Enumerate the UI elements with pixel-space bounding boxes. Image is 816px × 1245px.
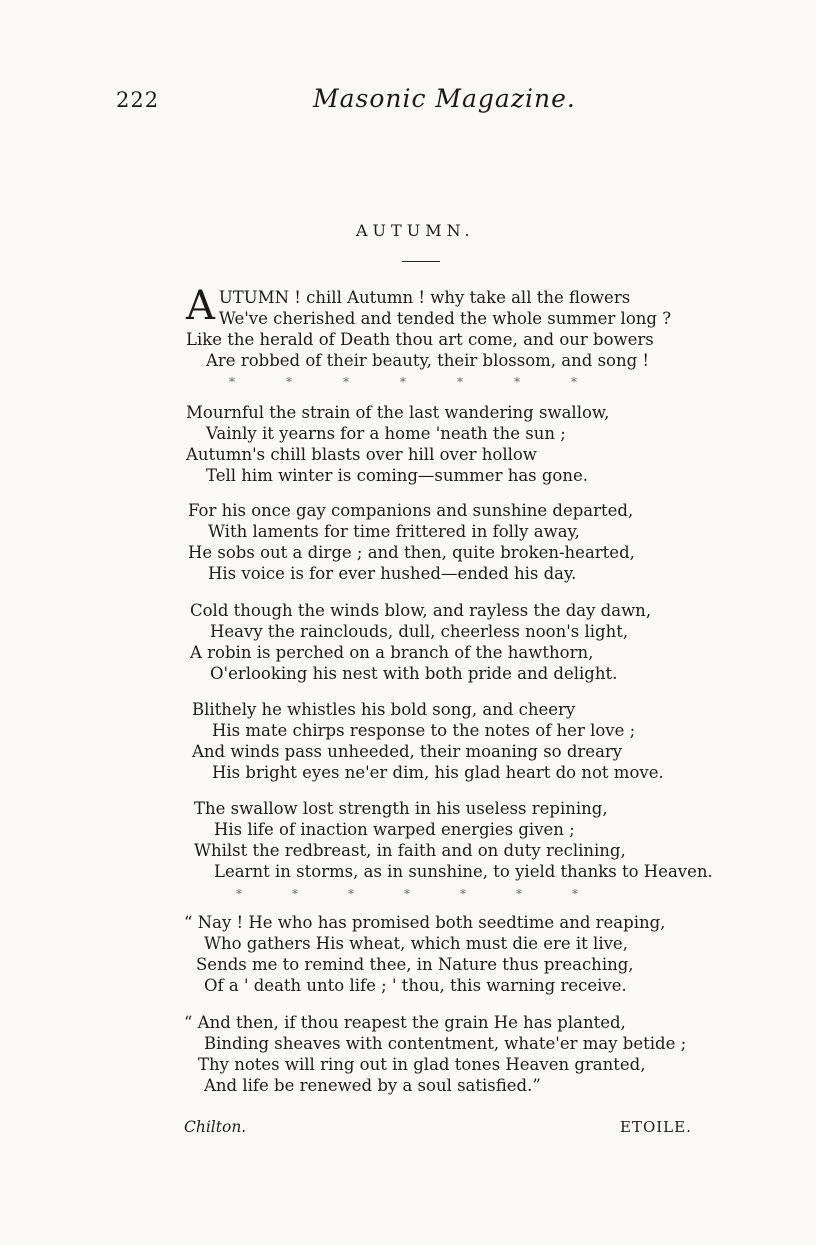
- asterism-icon: *: [400, 375, 406, 389]
- asterism-icon: *: [286, 375, 292, 389]
- poem-line: Tell him winter is coming—summer has gone.: [206, 466, 589, 485]
- asterism-icon: *: [292, 887, 298, 901]
- poem-line: We've cherished and tended the whole summer long ?: [218, 309, 672, 328]
- poem-line: The swallow lost strength in his useless repining,: [194, 799, 608, 818]
- stanza-2: [186, 402, 609, 486]
- poem-line: “ Nay ! He who has promised both seedtime and reaping,: [184, 913, 666, 932]
- poem-line: His bright eyes ne'er dim, his glad heart do not move.: [212, 763, 664, 782]
- poem-line: And winds pass unheeded, their moaning so dreary: [192, 742, 623, 761]
- stanza-3: [188, 500, 635, 584]
- place-signature: Chilton.: [184, 1118, 247, 1136]
- asterism-icon: *: [572, 887, 578, 901]
- poem-line: Heavy the rainclouds, dull, cheerless noon's light,: [210, 622, 629, 641]
- poem-line: For his once gay companions and sunshine departed,: [188, 501, 634, 520]
- poem-line: O'erlooking his nest with both pride and delight.: [210, 664, 618, 683]
- asterism-icon: *: [236, 887, 242, 901]
- poem-line: Autumn's chill blasts over hill over hollow: [186, 445, 537, 464]
- poem-line: A robin is perched on a branch of the hawthorn,: [190, 643, 594, 662]
- poem-line: Cold though the winds blow, and rayless the day dawn,: [190, 601, 652, 620]
- asterism-icon: *: [343, 375, 349, 389]
- stanza-8: [184, 1012, 686, 1096]
- poem-line: Of a ' death unto life ; ' thou, this warning receive.: [204, 976, 627, 995]
- poem-line: And life be renewed by a soul satisfied.”: [204, 1076, 541, 1095]
- stanza-7: [184, 912, 665, 996]
- stanza-4: [190, 600, 651, 684]
- author-signature: ETOILE.: [620, 1118, 692, 1136]
- asterism-icon: *: [514, 375, 520, 389]
- asterism-icon: *: [457, 375, 463, 389]
- poem-line: With laments for time frittered in folly away,: [208, 522, 580, 541]
- stanza-5: [192, 699, 664, 783]
- poem-line: Thy notes will ring out in glad tones Heaven granted,: [198, 1055, 646, 1074]
- asterism-icon: *: [348, 887, 354, 901]
- star-divider: [229, 375, 577, 389]
- running-title: Masonic Magazine.: [313, 84, 576, 113]
- poem-line: Who gathers His wheat, which must die ere it live,: [204, 934, 628, 953]
- poem-line: Learnt in storms, as in sunshine, to yield thanks to Heaven.: [214, 862, 713, 881]
- poem-line: “ And then, if thou reapest the grain He has planted,: [184, 1013, 626, 1032]
- drop-cap: A: [186, 283, 215, 329]
- poem-line: He sobs out a dirge ; and then, quite broken-hearted,: [188, 543, 635, 562]
- poem-line: UTUMN ! chill Autumn ! why take all the flowers: [218, 288, 631, 307]
- poem-line: Vainly it yearns for a home 'neath the sun ;: [206, 424, 566, 443]
- star-divider: [236, 887, 578, 901]
- poem-title: AUTUMN.: [356, 221, 475, 240]
- poem-line: His voice is for ever hushed—ended his day.: [208, 564, 577, 583]
- poem-line: His mate chirps response to the notes of her love ;: [212, 721, 636, 740]
- poem-line: Whilst the redbreast, in faith and on duty reclining,: [194, 841, 626, 860]
- poem-line: His life of inaction warped energies given ;: [214, 820, 575, 839]
- poem-line: Blithely he whistles his bold song, and cheery: [192, 700, 576, 719]
- poem-line: Like the herald of Death thou art come, and our bowers: [186, 330, 654, 349]
- stanza-6: [194, 798, 713, 882]
- poem-line: Sends me to remind thee, in Nature thus preaching,: [196, 955, 634, 974]
- asterism-icon: *: [571, 375, 577, 389]
- asterism-icon: *: [404, 887, 410, 901]
- asterism-icon: *: [460, 887, 466, 901]
- asterism-icon: *: [516, 887, 522, 901]
- poem-line: Binding sheaves with contentment, whate'er may betide ;: [204, 1034, 687, 1053]
- stanza-1: [186, 283, 672, 371]
- poem-line: Mournful the strain of the last wandering swallow,: [186, 403, 610, 422]
- asterism-icon: *: [229, 375, 235, 389]
- page-number: 222: [116, 88, 160, 112]
- title-rule: [402, 261, 440, 262]
- poem-line: Are robbed of their beauty, their blossom, and song !: [206, 351, 650, 370]
